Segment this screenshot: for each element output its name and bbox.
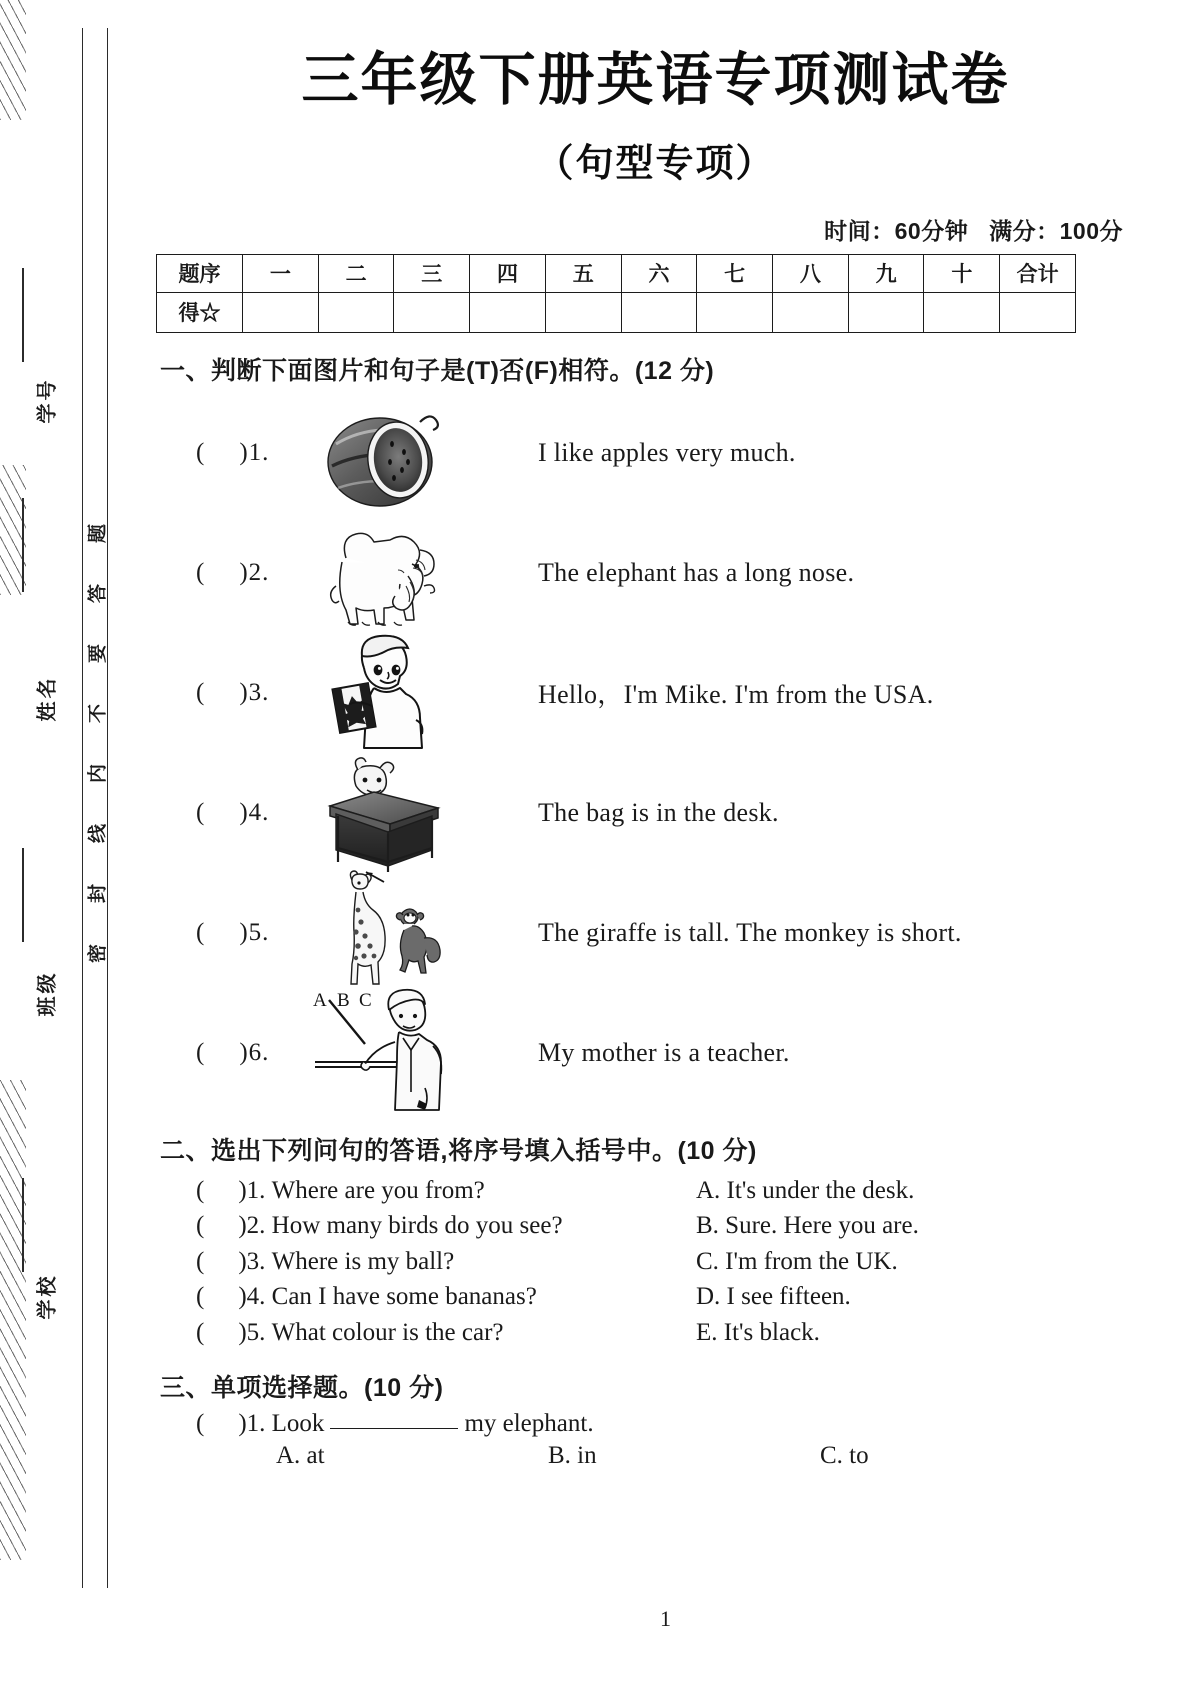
score-col-2: 二 [318, 254, 394, 292]
match-question-5[interactable]: ( )5. What colour is the car? [196, 1318, 504, 1346]
svg-text:B: B [337, 989, 350, 1011]
exam-meta [150, 213, 1123, 246]
giraffe-and-monkey-illustration [292, 874, 482, 992]
bracket-open: ( [196, 918, 206, 946]
seal-char-5: 内 [87, 764, 109, 784]
page-subtitle: （句型专项） [535, 142, 776, 185]
bracket-close: ) [239, 438, 249, 466]
binding-sidebar [0, 0, 140, 1684]
score-col-4: 四 [470, 254, 546, 292]
score-col-total: 合计 [1000, 254, 1076, 292]
item-number: 2. [248, 558, 270, 586]
match-answer-4: D. I see fifteen. [696, 1283, 851, 1311]
score-cell-1[interactable] [243, 292, 319, 332]
bracket-close: ) [239, 678, 249, 706]
exam-page [140, 0, 1191, 1684]
seal-char-7: 封 [87, 884, 109, 904]
tf-sentence-5: The giraffe is tall. The monkey is short. [538, 917, 962, 947]
field-rule-name [22, 498, 24, 592]
score-col-10: 十 [924, 254, 1000, 292]
answer-bracket-1[interactable] [196, 439, 292, 467]
tf-sentence-3: Hello，I'm Mike. I'm from the USA. [538, 680, 934, 710]
section-3-heading: 三、单项选择题。(10 分) [160, 1374, 444, 1403]
bracket-open: ( [196, 438, 206, 466]
match-row-3 [196, 1244, 1161, 1280]
elephant-illustration [292, 514, 482, 632]
page-number: 1 [660, 1606, 671, 1631]
mc-number: 1. [246, 1410, 266, 1438]
mc-option-b[interactable]: B. in [548, 1442, 597, 1470]
hatch-pattern-bottom [0, 1080, 26, 1560]
bracket-close: ) [239, 798, 249, 826]
score-table [156, 254, 1076, 333]
match-number: 5. [246, 1318, 266, 1346]
score-cell-6[interactable] [621, 292, 697, 332]
score-cell-8[interactable] [773, 292, 849, 332]
match-number: 3. [246, 1247, 266, 1275]
tf-item-5 [196, 873, 1161, 993]
mc-question-1[interactable]: ( )1. Look my elephant. [196, 1410, 594, 1438]
score-col-9: 九 [848, 254, 924, 292]
bracket-open: ( [196, 558, 206, 586]
match-answer-1: A. It's under the desk. [696, 1176, 915, 1204]
mc-stem-before: Look [271, 1410, 325, 1438]
score-col-8: 八 [773, 254, 849, 292]
match-answer-5: E. It's black. [696, 1318, 820, 1346]
field-label-class: 班级 [36, 970, 59, 1017]
score-row-label-0: 题序 [157, 254, 243, 292]
match-number: 4. [246, 1283, 266, 1311]
page-title: 三年级下册英语专项测试卷 [301, 48, 1010, 112]
field-rule-class [22, 848, 24, 942]
tf-item-4 [196, 753, 1161, 873]
mc-stem-after: my elephant. [464, 1410, 594, 1438]
score-cell-7[interactable] [697, 292, 773, 332]
match-question-2[interactable]: ( )2. How many birds do you see? [196, 1212, 563, 1240]
match-row-2 [196, 1208, 1161, 1244]
answer-bracket-4[interactable] [196, 799, 292, 827]
tf-sentence-2: The elephant has a long nose. [538, 557, 855, 587]
match-question-3[interactable]: ( )3. Where is my ball? [196, 1247, 455, 1275]
field-rule-school [22, 1178, 24, 1272]
score-col-3: 三 [394, 254, 470, 292]
item-number: 5. [248, 918, 270, 946]
match-question-text: Where are you from? [271, 1176, 485, 1204]
match-question-1[interactable]: ( )1. Where are you from? [196, 1176, 485, 1204]
tf-item-3 [196, 633, 1161, 753]
mc-option-a[interactable]: A. at [276, 1442, 325, 1470]
svg-text:C: C [359, 989, 372, 1011]
hatch-pattern-top [0, 0, 26, 120]
mc-blank[interactable] [330, 1428, 458, 1429]
tf-sentence-6: My mother is a teacher. [538, 1037, 790, 1067]
match-question-text: Where is my ball? [271, 1247, 455, 1275]
tf-sentence-1: I like apples very much. [538, 437, 796, 467]
score-table-header-row [157, 254, 1076, 292]
score-cell-3[interactable] [394, 292, 470, 332]
match-question-4[interactable]: ( )4. Can I have some bananas? [196, 1283, 537, 1311]
match-answer-2: B. Sure. Here you are. [696, 1212, 919, 1240]
mc-options-1 [276, 1442, 1161, 1470]
score-cell-5[interactable] [545, 292, 621, 332]
mc-option-c[interactable]: C. to [820, 1442, 869, 1470]
seal-char-6: 线 [87, 824, 109, 844]
match-row-1 [196, 1173, 1161, 1209]
bracket-close: ) [239, 918, 249, 946]
field-rule-student-id [22, 268, 24, 362]
item-number: 1. [248, 438, 270, 466]
answer-bracket-2[interactable] [196, 559, 292, 587]
score-cell-9[interactable] [848, 292, 924, 332]
desk-with-bag-illustration [292, 754, 482, 872]
watermelon-illustration [292, 394, 482, 512]
score-col-1: 一 [243, 254, 319, 292]
score-col-7: 七 [697, 254, 773, 292]
match-question-text: What colour is the car? [271, 1318, 504, 1346]
bracket-close: ) [239, 558, 249, 586]
score-cell-2[interactable] [318, 292, 394, 332]
score-cell-total[interactable] [1000, 292, 1076, 332]
seal-char-3: 要 [87, 644, 109, 664]
bracket-open: ( [196, 1038, 206, 1066]
tf-sentence-4: The bag is in the desk. [538, 797, 779, 827]
tf-item-2 [196, 513, 1161, 633]
field-label-name: 姓名 [36, 675, 59, 722]
seal-char-8: 密 [87, 944, 109, 964]
boy-with-flag-illustration [292, 634, 482, 752]
match-row-5 [196, 1315, 1161, 1351]
seal-strip [82, 28, 108, 1588]
item-number: 4. [248, 798, 270, 826]
match-question-text: How many birds do you see? [271, 1212, 563, 1240]
bracket-open: ( [196, 798, 206, 826]
answer-bracket-3[interactable] [196, 679, 292, 707]
tf-item-1 [196, 393, 1161, 513]
match-row-4 [196, 1279, 1161, 1315]
item-number: 3. [248, 678, 270, 706]
answer-bracket-6[interactable] [196, 1039, 292, 1067]
match-number: 2. [246, 1212, 266, 1240]
blackboard-letters-art: A [313, 989, 327, 1011]
section-2-heading: 二、选出下列问句的答语,将序号填入括号中。(10 分) [160, 1136, 757, 1165]
bracket-close: ) [239, 1038, 249, 1066]
field-label-school: 学校 [36, 1273, 59, 1320]
time-label: 时间：60分钟 [824, 217, 969, 244]
match-number: 1. [246, 1176, 266, 1204]
score-table-entry-row [157, 292, 1076, 332]
match-answer-3: C. I'm from the UK. [696, 1247, 898, 1275]
score-row-label-1: 得☆ [157, 292, 243, 332]
item-number: 6. [248, 1038, 270, 1066]
full-score-label: 满分：100分 [989, 217, 1123, 244]
seal-char-1: 题 [87, 524, 109, 544]
field-label-student-id: 学号 [36, 377, 59, 424]
score-col-5: 五 [545, 254, 621, 292]
score-cell-10[interactable] [924, 292, 1000, 332]
seal-char-4: 不 [87, 704, 109, 724]
seal-char-2: 答 [87, 584, 109, 604]
answer-bracket-5[interactable] [196, 919, 292, 947]
score-cell-4[interactable] [470, 292, 546, 332]
score-col-6: 六 [621, 254, 697, 292]
match-question-text: Can I have some bananas? [271, 1283, 537, 1311]
teacher-at-blackboard-illustration [292, 989, 482, 1112]
section-1-heading: 一、判断下面图片和句子是(T)否(F)相符。(12 分) [160, 356, 715, 385]
tf-item-6 [196, 989, 1161, 1113]
bracket-open: ( [196, 678, 206, 706]
